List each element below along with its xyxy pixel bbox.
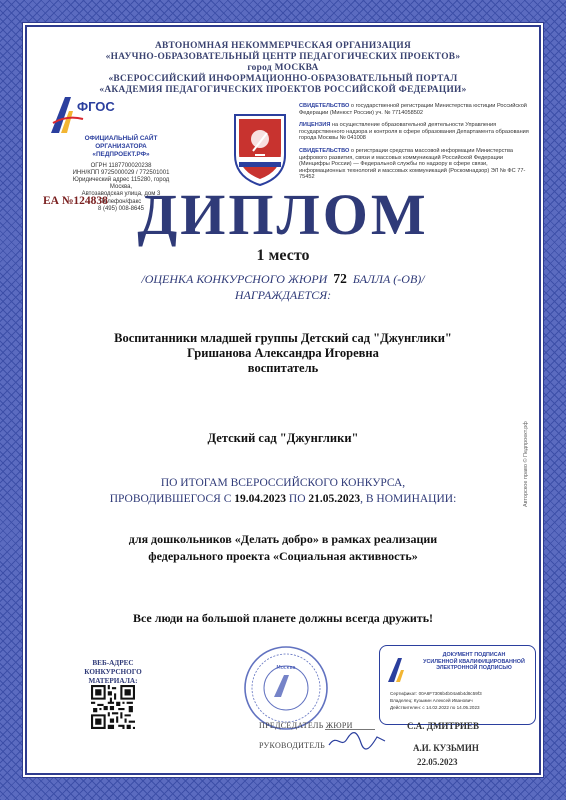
electronic-signature-box bbox=[379, 645, 536, 725]
seal-city: Москва bbox=[276, 665, 296, 671]
chair-label: ПРЕДСЕДАТЕЛЬ ЖЮРИ bbox=[259, 721, 353, 730]
ecp-cert: Сертификат: 00A6F7306b4b04a6b4d8c59f3 bbox=[390, 691, 482, 696]
logo-subtitle: ОФИЦИАЛЬНЫЙ САЙТ bbox=[84, 135, 158, 142]
ecp-owner: Владелец: Кузьмин Алексей Иванович bbox=[390, 698, 473, 703]
ecp-logo-icon bbox=[386, 656, 412, 684]
nomination-block bbox=[27, 531, 539, 565]
ecp-valid: Действителен: с 14.02.2022 по 14.05.2023 bbox=[390, 705, 480, 710]
score-prefix: /ОЦЕНКА КОНКУРСНОГО ЖЮРИ bbox=[141, 272, 328, 286]
contest-block bbox=[27, 475, 539, 507]
org-header bbox=[27, 41, 539, 96]
web-label-line: КОНКУРСНОГО МАТЕРИАЛА: bbox=[84, 668, 142, 685]
recipient-line: Гришанова Александра Игоревна bbox=[187, 346, 379, 360]
registration-info bbox=[299, 103, 529, 187]
moscow-emblem-icon bbox=[231, 111, 289, 187]
score-suffix: БАЛЛА (-ОВ)/ bbox=[352, 272, 425, 286]
contest-line: ПО ИТОГАМ ВСЕРОССИЙСКОГО КОНКУРСА, bbox=[160, 477, 406, 489]
score-block bbox=[27, 271, 539, 303]
round-seal-icon bbox=[243, 645, 329, 731]
ecp-line: ДОКУМЕНТ ПОДПИСАН bbox=[442, 652, 506, 658]
web-label bbox=[73, 659, 153, 686]
handwritten-signature-icon bbox=[327, 729, 387, 751]
recipient-line: воспитатель bbox=[247, 361, 319, 375]
fgos-title: ФГОС bbox=[77, 99, 115, 114]
certificate-number: ЕА №124838 bbox=[43, 195, 108, 207]
place-label: 1 место bbox=[256, 247, 310, 264]
nomination-line: для дошкольников «Делать добро» в рамках реализации bbox=[128, 532, 438, 546]
reg-block bbox=[299, 122, 529, 142]
reg-block bbox=[299, 148, 529, 181]
recipient-line: Воспитанники младшей группы Детский сад "Джунглики" bbox=[114, 331, 452, 345]
institution: Детский сад "Джунглики" bbox=[207, 431, 359, 445]
contest-text: ПРОВОДИВШЕГОСЯ С bbox=[109, 493, 232, 505]
reg-block bbox=[299, 103, 529, 116]
org-line: АВТОНОМНАЯ НЕКОММЕРЧЕСКАЯ ОРГАНИЗАЦИЯ bbox=[154, 41, 412, 51]
ecp-details bbox=[390, 690, 530, 711]
certificate-title: ДИПЛОМ bbox=[137, 182, 429, 247]
reg-text: о регистрации средства массовой информации Министерства цифрового развития, связи и массовых коммуникаций Российской Федерации (Минцифры России) — Федеральной службы по надзору в сфере связи, информационных технологий и массовых коммуникаций (Роскомнадзор) ЭЛ № ФС 77-75452 bbox=[299, 147, 526, 181]
head-label: РУКОВОДИТЕЛЬ bbox=[259, 741, 326, 750]
org-line: «НАУЧНО-ОБРАЗОВАТЕЛЬНЫЙ ЦЕНТР ПЕДАГОГИЧЕСКИХ ПРОЕКТОВ» bbox=[105, 52, 461, 62]
reg-text: на осуществление образовательной деятельности Управления государственного надзора и контроля в сфере образования Департамента образования города Москвы № 041008 bbox=[299, 122, 529, 142]
info-line: Телефон/факс bbox=[100, 198, 142, 205]
date-to: 21.05.2023 bbox=[308, 493, 361, 505]
recipient-block bbox=[27, 331, 539, 376]
head-name: А.И. КУЗЬМИН bbox=[413, 743, 479, 753]
chair-name: С.А. ДМИТРИЕВ bbox=[407, 721, 479, 731]
nomination-line: федерального проекта «Социальная активность» bbox=[148, 549, 418, 563]
info-line: ОГРН 1187700020238 bbox=[90, 162, 152, 169]
contest-text: ПО bbox=[288, 493, 306, 505]
qr-code-icon[interactable] bbox=[91, 685, 135, 729]
copyright-text: Авторское право © Педпроект.рф bbox=[523, 421, 529, 507]
org-line: город МОСКВА bbox=[247, 63, 319, 73]
ecp-title bbox=[416, 652, 532, 672]
issue-date: 22.05.2023 bbox=[417, 757, 458, 767]
info-line: Автозаводская улица, дом 3 bbox=[81, 191, 161, 198]
logo-subtitle: ОРГАНИЗАТОРА bbox=[95, 143, 147, 151]
date-from: 19.04.2023 bbox=[234, 493, 287, 505]
ecp-line: ЭЛЕКТРОННОЙ ПОДПИСЬЮ bbox=[436, 665, 512, 672]
copyright-side bbox=[523, 357, 533, 507]
info-line: ИНН/КПП 9725000029 / 772501001 bbox=[72, 169, 170, 176]
certificate-inner bbox=[27, 27, 539, 773]
org-line: «ВСЕРОССИЙСКИЙ ИНФОРМАЦИОННО-ОБРАЗОВАТЕЛЬНЫЙ ПОРТАЛ bbox=[108, 74, 458, 84]
info-line: 8 (495) 008-8645 bbox=[97, 205, 145, 212]
score-value: 72 bbox=[333, 271, 347, 286]
web-label-line: ВЕБ-АДРЕС bbox=[92, 659, 134, 667]
reg-title: СВИДЕТЕЛЬСТВО bbox=[299, 147, 350, 154]
contest-text: , В НОМИНАЦИИ: bbox=[360, 493, 457, 505]
motto: Все люди на большой планете должны всегда дружить! bbox=[132, 611, 434, 625]
reg-title: СВИДЕТЕЛЬСТВО bbox=[299, 103, 350, 109]
reg-title: ЛИЦЕНЗИЯ bbox=[299, 122, 331, 129]
info-line: Юридический адрес 115280, город Москва, bbox=[72, 177, 170, 191]
logo-subtitle: «ПЕДПРОЕКТ.РФ» bbox=[92, 151, 150, 159]
awarded-label: НАГРАЖДАЕТСЯ: bbox=[234, 288, 332, 302]
ecp-line: УСИЛЕННОЙ КВАЛИФИЦИРОВАННОЙ bbox=[423, 658, 525, 665]
reg-text: о государственной регистрации Министерства юстиции Российской Федерации (Минюст России) уч. № 7714058502 bbox=[299, 103, 527, 116]
org-line: «АКАДЕМИЯ ПЕДАГОГИЧЕСКИХ ПРОЕКТОВ РОССИЙСКОЙ ФЕДЕРАЦИИ» bbox=[99, 85, 467, 95]
